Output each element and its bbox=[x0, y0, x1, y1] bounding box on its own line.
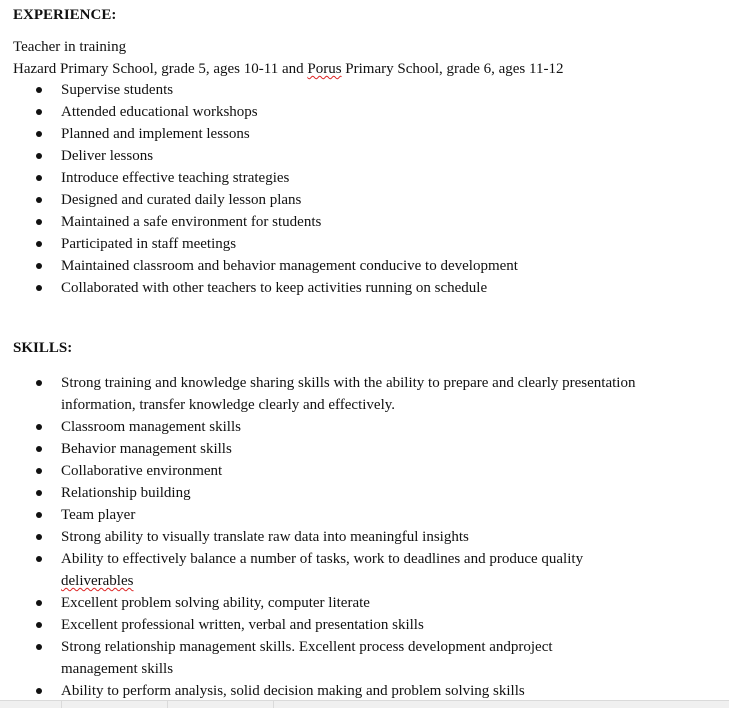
list-item: Supervise students bbox=[0, 79, 518, 101]
list-item: Team player bbox=[0, 504, 640, 526]
misspelled-word-porus[interactable]: Porus bbox=[307, 61, 342, 77]
list-item: Planned and implement lessons bbox=[0, 123, 518, 145]
list-item: Strong relationship management skills. Excellent process development andproject management skills bbox=[0, 636, 640, 680]
list-item: Behavior management skills bbox=[0, 438, 640, 460]
list-item: Deliver lessons bbox=[0, 145, 518, 167]
skills-list bbox=[0, 372, 640, 702]
list-item: Classroom management skills bbox=[0, 416, 640, 438]
list-item: Relationship building bbox=[0, 482, 640, 504]
list-item: Designed and curated daily lesson plans bbox=[0, 189, 518, 211]
list-item bbox=[0, 548, 640, 592]
experience-list bbox=[0, 79, 518, 299]
list-item: Collaborative environment bbox=[0, 460, 640, 482]
experience-role: Teacher in training bbox=[13, 39, 127, 55]
experience-schools bbox=[13, 58, 563, 80]
list-item: Strong ability to visually translate raw data into meaningful insights bbox=[0, 526, 640, 548]
list-item: Excellent problem solving ability, computer literate bbox=[0, 592, 640, 614]
schools-text-2: Primary School, grade 6, ages 11-12 bbox=[341, 61, 564, 77]
list-item: Strong training and knowledge sharing skills with the ability to prepare and clearly presentation information, transfer knowledge clearly and effectively. bbox=[0, 372, 640, 416]
list-item: Excellent professional written, verbal and presentation skills bbox=[0, 614, 640, 636]
schools-text-1: Hazard Primary School, grade 5, ages 10-11 and bbox=[13, 61, 308, 77]
experience-heading: EXPERIENCE: bbox=[13, 7, 117, 23]
list-item: Ability to perform analysis, solid decision making and problem solving skills bbox=[0, 680, 640, 702]
list-item: Maintained a safe environment for students bbox=[0, 211, 518, 233]
misspelled-word-deliverables[interactable]: deliverables bbox=[61, 573, 134, 589]
list-item: Maintained classroom and behavior management conducive to development bbox=[0, 255, 518, 277]
list-item: Participated in staff meetings bbox=[0, 233, 518, 255]
skill-text: Ability to effectively balance a number of tasks, work to deadlines and produce quality bbox=[61, 551, 584, 567]
list-item: Collaborated with other teachers to keep activities running on schedule bbox=[0, 277, 518, 299]
skills-heading: SKILLS: bbox=[13, 340, 73, 356]
list-item: Introduce effective teaching strategies bbox=[0, 167, 518, 189]
list-item: Attended educational workshops bbox=[0, 101, 518, 123]
